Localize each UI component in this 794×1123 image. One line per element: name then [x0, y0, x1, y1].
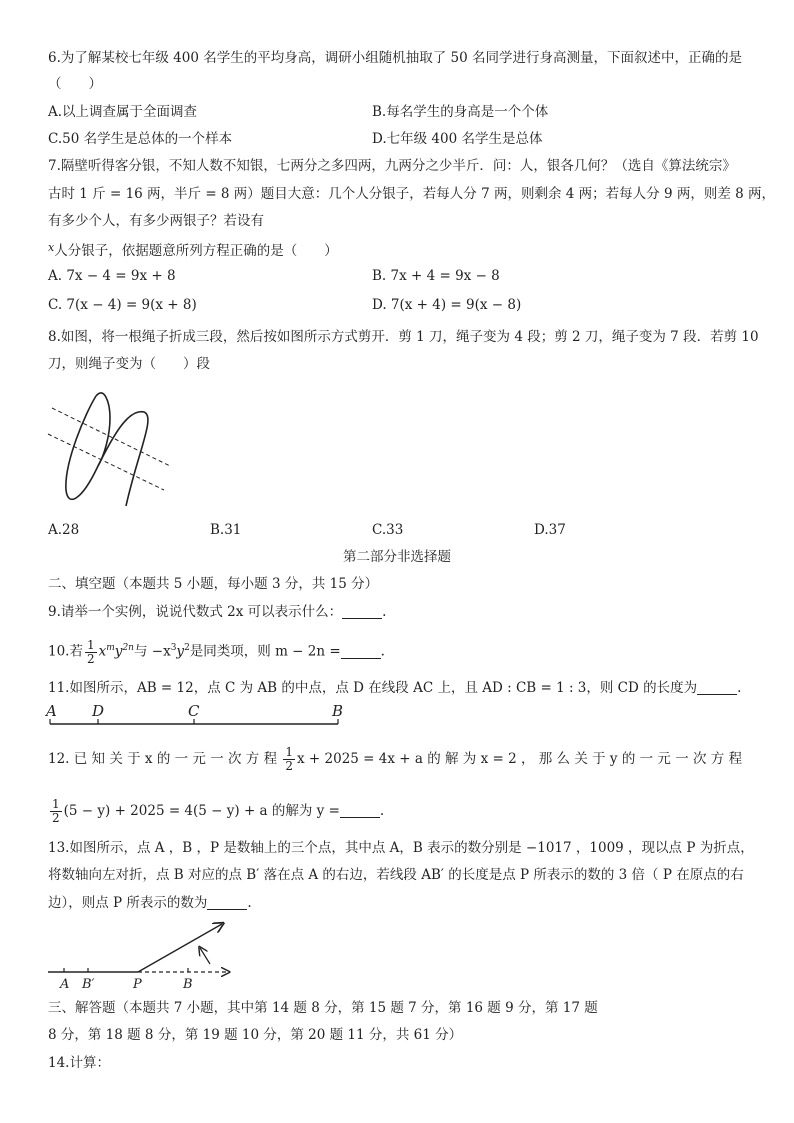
q7-option-a: A. 7x − 4 = 9x + 8 — [48, 268, 176, 284]
q10-frac-den: 2 — [86, 651, 95, 666]
segment-figure — [46, 702, 356, 732]
q6-option-a: A.以上调查属于全面调查 — [48, 104, 198, 120]
q9-text: 9.请举一个实例，说说代数式 2x 可以表示什么： — [48, 604, 343, 620]
q7-stem-line3: 有多少个人，有多少两银子？若设有 — [48, 213, 264, 229]
part2-section-heading: 二、填空题（本题共 5 小题，每小题 3 分，共 15 分） — [48, 576, 379, 592]
label-d: D — [92, 702, 105, 720]
label-p: P — [133, 977, 142, 992]
q12-fraction-1 — [283, 746, 295, 773]
q9-line — [48, 602, 386, 622]
q12-frac2-num: 1 — [52, 797, 60, 811]
q10-line — [48, 634, 385, 666]
q10-sup-2n: 2n — [122, 643, 134, 653]
q14-title: 14.计算： — [48, 1055, 110, 1071]
q12-line2-mid: (5 − y) + 2025 = 4(5 − y) + a 的解为 y = — [63, 803, 340, 819]
q12-frac1-num: 1 — [285, 745, 294, 759]
q6-stem-line2: （ ） — [48, 76, 102, 92]
rope-curve-tail — [96, 393, 110, 466]
q9-answer-blank[interactable] — [342, 604, 382, 619]
q8-option-a: A.28 — [48, 522, 80, 538]
q13-line3-text: 边），则点 P 所表示的数为 — [48, 895, 208, 911]
label-a: A — [46, 702, 57, 720]
q6-option-d: D.七年级 400 名学生是总体 — [372, 131, 543, 147]
q7-stem-line4 — [48, 238, 338, 261]
q6-option-c: C.50 名学生是总体的一个样本 — [48, 131, 233, 147]
rope-curve — [66, 396, 148, 506]
q8-option-c: C.33 — [372, 522, 404, 538]
q13-line3 — [48, 893, 252, 913]
label-b: B — [183, 977, 193, 992]
q8-stem-line2: 刀，则绳子变为（ ）段 — [48, 356, 210, 372]
q7-option-b: B. 7x + 4 = 9x − 8 — [372, 268, 500, 284]
q12-answer-blank[interactable] — [340, 803, 380, 818]
q7-stem-line1: 7.隔壁听得客分银，不知人数不知银，七两分之多四两，九两分之少半斤．问：人，银各几何？（选自《算法统宗》 — [48, 158, 736, 174]
q7-stem-line2: 古时 1 斤 = 16 两，半斤 = 8 两）题目大意：几个人分银子，若每人分 7 两，则剩余 4 两；若每人分 9 两，则差 8 两， — [48, 186, 775, 202]
q12-line1-pre: 12. 已 知 关 于 x 的 一 元 一 次 方 程 — [48, 751, 278, 767]
q7-option-d: D. 7(x + 4) = 9(x − 8) — [372, 297, 522, 313]
part2-title: 第二部分非选择题 — [343, 549, 451, 565]
label-b: B — [332, 702, 344, 720]
q13-end: . — [247, 895, 252, 911]
q11-answer-blank[interactable] — [697, 680, 737, 695]
q12-end: . — [379, 803, 385, 819]
q7-option-c: C. 7(x − 4) = 9(x + 8) — [48, 297, 197, 313]
q12-line1 — [48, 744, 742, 774]
q6-stem-line1: 6.为了解某校七年级 400 名学生的平均身高，调研小组随机抽取了 50 名同学进行身高测量，下面叙述中，正确的是 — [48, 50, 742, 66]
rope-cut-figure — [46, 382, 176, 514]
q11-text: 11.如图所示，AB = 12，点 C 为 AB 的中点，点 D 在线段 AC 上，且 AD : CB = 1 : 3，则 CD 的长度为 — [48, 680, 698, 696]
q10-sup-m: m — [106, 643, 115, 653]
q10-end: . — [380, 643, 385, 660]
q12-line1-mid: x + 2025 = 4x + a 的 解 为 x = 2 ， 那 么 关 于 y 的 一 元 一 次 方 程 — [297, 751, 743, 767]
number-line-fold-figure — [46, 918, 246, 992]
q13-answer-blank[interactable] — [207, 895, 247, 910]
folded-ray — [138, 924, 222, 972]
label-a: A — [60, 977, 70, 992]
fold-direction-arrow — [200, 948, 210, 964]
label-c: C — [188, 702, 200, 720]
q10-post3: 是同类项，则 m − 2n = — [189, 643, 341, 660]
q10-sup-3: 3 — [170, 643, 177, 653]
label-b-prime: B′ — [82, 977, 95, 992]
q11-end: . — [737, 680, 742, 696]
q10-y2: y — [176, 643, 185, 660]
q10-sup-2: 2 — [184, 643, 190, 653]
q13-line2: 将数轴向左对折，点 B 对应的点 B′ 落在点 A 的右边，若线段 AB′ 的长度是点 P 所表示的数的 3 倍（ P 在原点的右 — [48, 867, 744, 883]
q12-fraction-2 — [50, 798, 62, 825]
q8-option-d: D.37 — [534, 522, 566, 538]
q11-line — [48, 678, 741, 698]
q10-frac-num: 1 — [86, 637, 95, 652]
part3-heading-line1: 三、解答题（本题共 7 小题，其中第 14 题 8 分，第 15 题 7 分，第 16 题 9 分，第 17 题 — [48, 1000, 598, 1016]
part3-heading-line2: 8 分，第 18 题 8 分，第 19 题 10 分，第 20 题 11 分，共 61 分） — [48, 1027, 463, 1043]
q9-end: . — [382, 604, 387, 620]
q12-line2 — [48, 796, 384, 826]
q10-x: x — [98, 643, 107, 660]
q7-stem-line4-text: 人分银子，依据题意所列方程正确的是（ ） — [54, 243, 338, 259]
q10-post: 与 −x — [133, 643, 171, 660]
q7-var-x: x — [48, 241, 55, 254]
q10-y: y — [114, 643, 123, 660]
q8-option-b: B.31 — [210, 522, 242, 538]
q12-frac2-den: 2 — [52, 811, 60, 825]
q13-line1: 13.如图所示，点 A ，B ，P 是数轴上的三个点，其中点 A，B 表示的数分别是 −1017 ，1009 ，现以点 P 为折点， — [48, 840, 754, 856]
q12-frac1-den: 2 — [285, 759, 294, 773]
q10-fraction — [85, 639, 97, 666]
q6-option-b: B.每名学生的身高是一个个体 — [372, 104, 549, 120]
q10-pre: 10.若 — [48, 643, 83, 660]
q10-answer-blank[interactable] — [341, 644, 381, 659]
q8-stem-line1: 8.如图，将一根绳子折成三段，然后按如图所示方式剪开．剪 1 刀，绳子变为 4 段；剪 2 刀，绳子变为 7 段．若剪 10 — [48, 329, 759, 345]
